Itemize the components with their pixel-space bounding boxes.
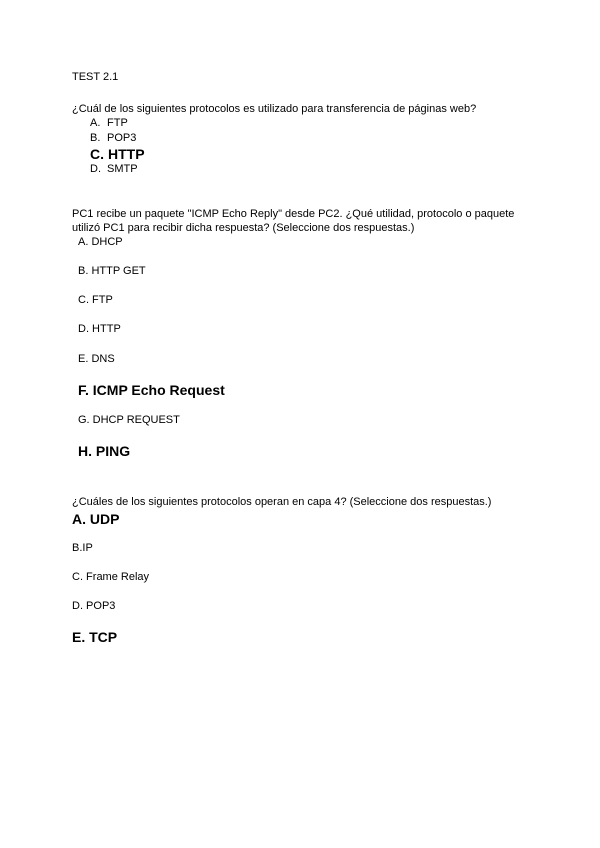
q1-option-c-correct bbox=[90, 146, 145, 162]
q2-option-d: D. HTTP bbox=[78, 323, 121, 335]
q1-option-a-letter: A. bbox=[90, 117, 101, 129]
q1-option-d bbox=[90, 163, 138, 176]
question-2-line-2: utilizó PC1 para recibir dicha respuesta? (Seleccione dos respuestas.) bbox=[72, 222, 415, 234]
q3-option-d: D. POP3 bbox=[72, 600, 116, 612]
question-2-line-1: PC1 recibe un paquete "ICMP Echo Reply" desde PC2. ¿Qué utilidad, protocolo o paquete bbox=[72, 208, 515, 220]
q1-option-d-letter: D. bbox=[90, 163, 101, 175]
test-title: TEST 2.1 bbox=[72, 71, 119, 83]
question-3-text: ¿Cuáles de los siguientes protocolos operan en capa 4? (Seleccione dos respuestas.) bbox=[72, 496, 492, 508]
q2-option-a: A. DHCP bbox=[78, 236, 123, 248]
q2-option-f-correct: F. ICMP Echo Request bbox=[78, 382, 225, 398]
q1-option-b-letter: B. bbox=[90, 132, 101, 144]
question-1-text: ¿Cuál de los siguientes protocolos es utilizado para transferencia de páginas web? bbox=[72, 103, 477, 115]
q1-option-a bbox=[90, 117, 128, 130]
q2-option-c: C. FTP bbox=[78, 294, 113, 306]
q3-option-b: B.IP bbox=[72, 542, 93, 554]
q3-option-a-correct: A. UDP bbox=[72, 511, 120, 527]
q2-option-b: B. HTTP GET bbox=[78, 265, 146, 277]
q3-option-c: C. Frame Relay bbox=[72, 571, 150, 583]
q1-option-a-text: FTP bbox=[107, 117, 128, 129]
q2-option-h-correct: H. PING bbox=[78, 443, 131, 459]
q1-option-c-letter: C. bbox=[90, 146, 104, 162]
q2-option-g: G. DHCP REQUEST bbox=[78, 414, 180, 426]
q2-option-e: E. DNS bbox=[78, 353, 115, 365]
q1-option-c-text: HTTP bbox=[108, 146, 145, 162]
q3-option-e-correct: E. TCP bbox=[72, 629, 118, 645]
q1-option-b bbox=[90, 132, 136, 145]
q1-option-b-text: POP3 bbox=[107, 132, 137, 144]
q1-option-d-text: SMTP bbox=[107, 163, 138, 175]
